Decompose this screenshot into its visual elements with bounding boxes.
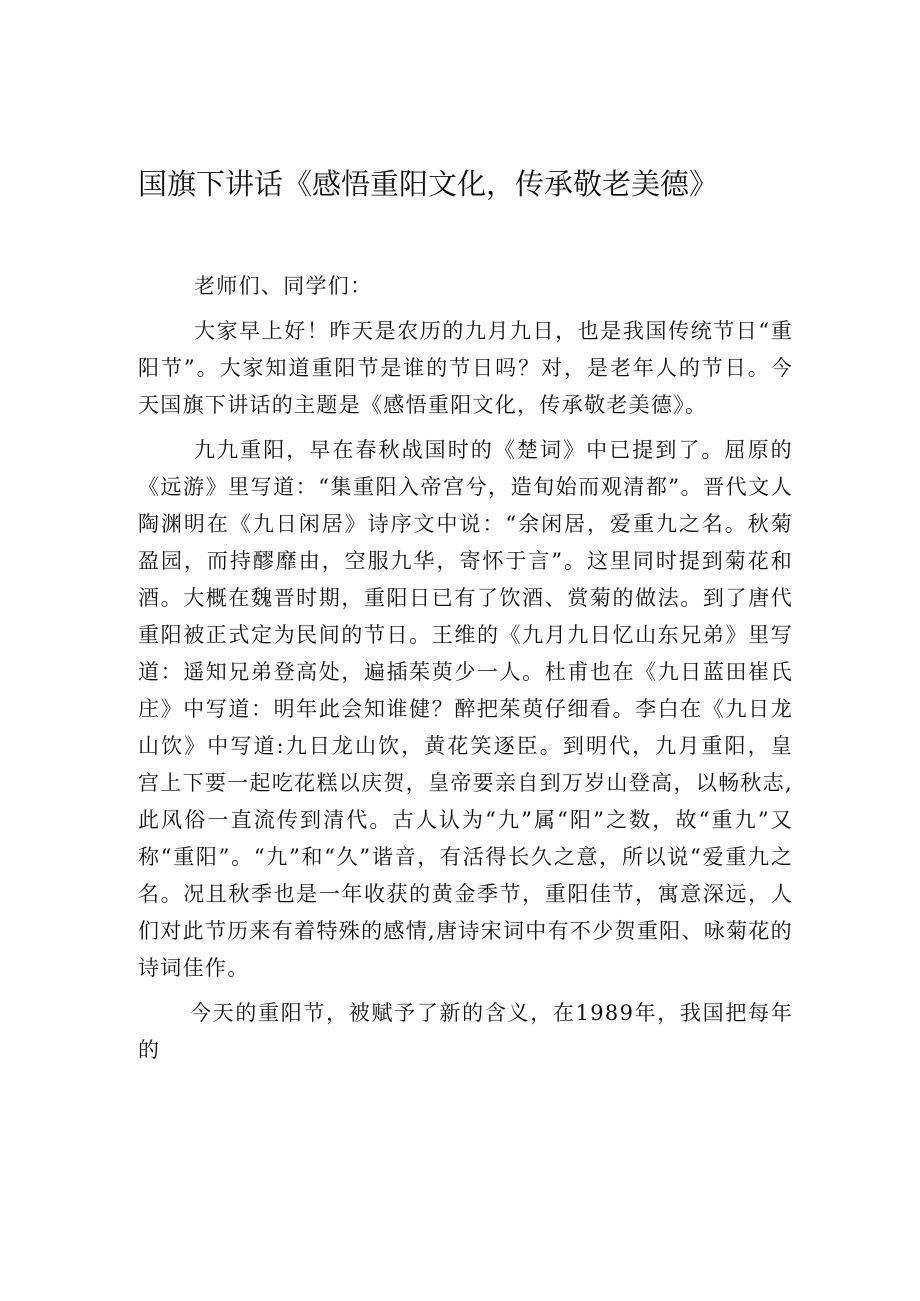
document-title: 国旗下讲话《感悟重阳文化，传承敬老美德》 [138, 167, 719, 201]
paragraph-greeting: 大家早上好！昨天是农历的九月九日，也是我国传统节日“重阳节”。大家知道重阳节是谁的节日吗？对，是老年人的节日。今天国旗下讲话的主题是《感悟重阳文化，传承敬老美德》。 [138, 319, 793, 417]
paragraph-history: 九九重阳，早在春秋战国时的《楚词》中已提到了。屈原的《远游》里写道：“集重阳入帝宫兮，造旬始而观清都”。晋代文人陶渊明在《九日闲居》诗序文中说：“余闲居，爱重九之名。秋菊盈园，而持醪靡由，空服九华，寄怀于言”。这里同时提到菊花和酒。大概在魏晋时期，重阳日已有了饮酒、赏菊的做法。到了唐代重阳被正式定为民间的节日。王维的《九月九日忆山东兄弟》里写道：遥知兄弟登高处，遍插茱萸少一人。杜甫也在《九日蓝田崔氏庄》中写道：明年此会知谁健？醉把茱萸仔细看。李白在《九日龙山饮》中写道:九日龙山饮，黄花笑逐臣。到明代，九月重阳，皇宫上下要一起吃花糕以庆贺，皇帝要亲自到万岁山登高，以畅秋志,此风俗一直流传到清代。古人认为“九”属“阳”之数，故“重九”又称“重阳”。“九”和“久”谐音，有活得长久之意，所以说“爱重九之名。况且秋季也是一年收获的黄金季节，重阳佳节，寓意深远，人们对此节历来有着特殊的感情,唐诗宋词中有不少贺重阳、咏菊花的诗词佳作。 [138, 438, 793, 980]
salutation: 老师们、同学们： [194, 274, 373, 298]
document-body [138, 268, 793, 1077]
paragraph-modern: 今天的重阳节，被赋予了新的含义，在1989年，我国把每年的 [138, 1001, 793, 1062]
